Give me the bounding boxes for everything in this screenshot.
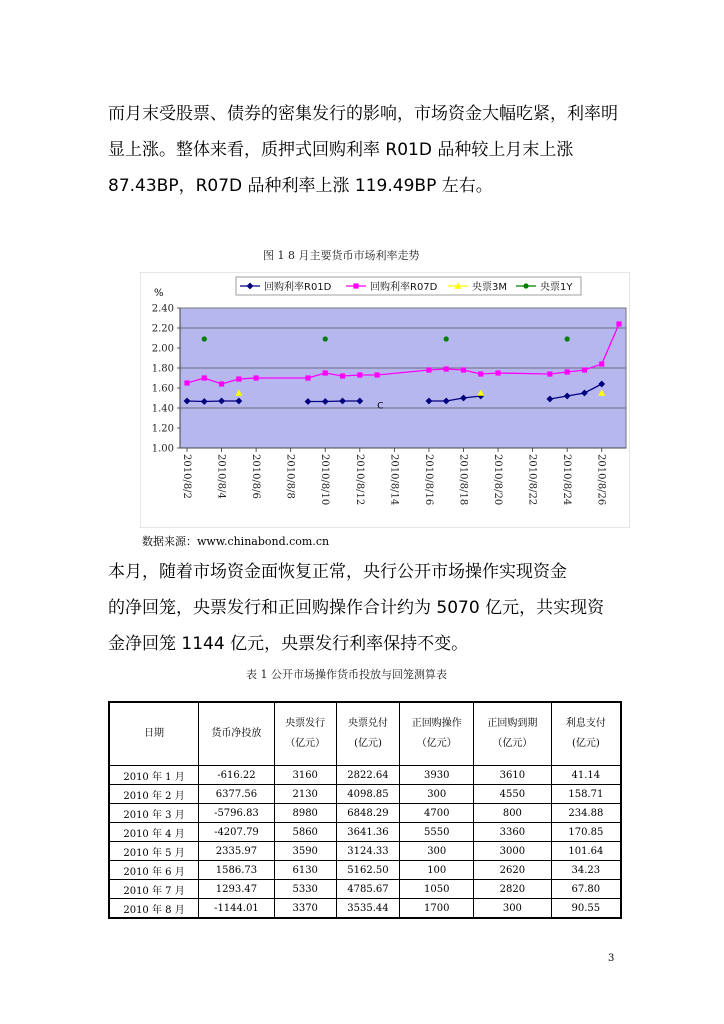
table-row	[109, 804, 621, 823]
y-tick-label: 1.80	[151, 363, 174, 375]
table-cell: 300	[400, 785, 474, 804]
table-cell: -1144.01	[199, 899, 275, 919]
table-row	[109, 861, 621, 880]
data-point	[219, 381, 224, 386]
data-point	[565, 369, 570, 374]
data-point	[616, 321, 621, 326]
rate-trend-chart	[140, 272, 630, 528]
table-cell: 4098.85	[336, 785, 400, 804]
table-cell: 67.80	[551, 880, 621, 899]
column-header: 央票兑付 (亿元)	[336, 702, 400, 766]
x-tick-label: 2010/8/24	[561, 454, 573, 506]
paragraph-line: 本月，随着市场资金面恢复正常，央行公开市场操作实现资金	[108, 562, 567, 582]
data-point	[236, 376, 241, 381]
x-tick-label: 2010/8/20	[492, 454, 504, 506]
table-cell: -616.22	[199, 766, 275, 785]
table-cell: 3610	[474, 766, 552, 785]
table-cell: 34.23	[551, 861, 621, 880]
y-tick-label: 1.40	[151, 403, 174, 415]
x-tick-label: 2010/8/26	[595, 454, 607, 506]
data-point	[582, 367, 587, 372]
legend-label: 回购利率R07D	[370, 282, 438, 293]
y-tick-label: 1.20	[151, 423, 174, 435]
data-point	[547, 371, 552, 376]
table-cell: 2010 年 6 月	[109, 861, 199, 880]
table-cell: 5860	[274, 823, 336, 842]
data-point	[202, 336, 207, 341]
table-row	[109, 899, 621, 919]
table-cell: 234.88	[551, 804, 621, 823]
table-cell: 170.85	[551, 823, 621, 842]
x-tick-label: 2010/8/18	[457, 454, 469, 506]
figure-caption: 图 1 8 月主要货币市场利率走势	[263, 249, 420, 262]
table-cell: 2822.64	[336, 766, 400, 785]
table-cell: 2010 年 8 月	[109, 899, 199, 919]
table-cell: 2820	[474, 880, 552, 899]
table-cell: 3370	[274, 899, 336, 919]
data-point	[340, 373, 345, 378]
x-tick-label: 2010/8/2	[181, 454, 192, 499]
column-header: 日期	[109, 702, 199, 766]
table-cell: 5550	[400, 823, 474, 842]
data-point	[495, 370, 500, 375]
column-header: 利息支付 (亿元)	[551, 702, 621, 766]
table-cell: 2010 年 1 月	[109, 766, 199, 785]
table-cell: 1293.47	[199, 880, 275, 899]
table-cell: 5162.50	[336, 861, 400, 880]
paragraph-line: 87.43BP，R07D 品种利率上涨 119.49BP 左右。	[108, 176, 493, 196]
chart-annotation: C	[377, 401, 384, 412]
column-header: 正回购到期 （亿元）	[474, 702, 552, 766]
data-point	[444, 336, 449, 341]
data-point	[478, 371, 483, 376]
y-tick-label: 1.60	[151, 383, 174, 395]
page-number: 3	[608, 953, 615, 964]
x-tick-label: 2010/8/10	[319, 454, 331, 506]
legend-label: 央票1Y	[540, 282, 573, 293]
table-cell: 3000	[474, 842, 552, 861]
table-cell: 2010 年 5 月	[109, 842, 199, 861]
table-cell: 4550	[474, 785, 552, 804]
series-line	[187, 401, 239, 402]
table-row	[109, 823, 621, 842]
x-tick-label: 2010/8/12	[353, 454, 365, 506]
table-row	[109, 766, 621, 785]
data-point	[444, 366, 449, 371]
table-cell: 2010 年 7 月	[109, 880, 199, 899]
table-cell: 90.55	[551, 899, 621, 919]
table-cell: 2010 年 2 月	[109, 785, 199, 804]
x-tick-label: 2010/8/4	[215, 454, 227, 499]
table-cell: 6130	[274, 861, 336, 880]
x-tick-label: 2010/8/14	[388, 454, 400, 506]
table-cell: 1050	[400, 880, 474, 899]
data-point	[323, 336, 328, 341]
y-tick-label: 2.40	[151, 303, 174, 315]
second-paragraph	[108, 554, 618, 662]
paragraph-line: 而月末受股票、债券的密集发行的影响，市场资金大幅吃紧，利率明	[108, 104, 618, 124]
y-axis-label: %	[154, 288, 164, 299]
table-row	[109, 880, 621, 899]
data-point	[565, 336, 570, 341]
x-tick-label: 2010/8/6	[250, 454, 262, 499]
table-cell: 6377.56	[199, 785, 275, 804]
table-cell: 3160	[274, 766, 336, 785]
table-cell: 4785.67	[336, 880, 400, 899]
table-cell: 300	[400, 842, 474, 861]
table-cell: 2130	[274, 785, 336, 804]
data-point	[184, 380, 189, 385]
data-point	[461, 367, 466, 372]
table-cell: 300	[474, 899, 552, 919]
table-cell: 2620	[474, 861, 552, 880]
legend	[236, 277, 581, 295]
data-point	[202, 375, 207, 380]
data-point	[374, 372, 379, 377]
data-point	[323, 370, 328, 375]
column-header: 央票发行 （亿元）	[274, 702, 336, 766]
column-header: 货币净投放	[199, 702, 275, 766]
data-point	[357, 372, 362, 377]
data-point	[353, 283, 358, 288]
table-cell: 3124.33	[336, 842, 400, 861]
table-cell: 101.64	[551, 842, 621, 861]
table-cell: 4700	[400, 804, 474, 823]
table-cell: 3590	[274, 842, 336, 861]
y-tick-label: 2.20	[151, 323, 174, 335]
table-cell: 3360	[474, 823, 552, 842]
column-header: 正回购操作 （亿元）	[400, 702, 474, 766]
series-line	[308, 401, 360, 402]
table-cell: 41.14	[551, 766, 621, 785]
data-point	[523, 283, 528, 288]
table-cell: 5330	[274, 880, 336, 899]
table-cell: 3930	[400, 766, 474, 785]
y-tick-label: 2.00	[151, 343, 174, 355]
table-cell: 158.71	[551, 785, 621, 804]
table-header-row	[109, 702, 621, 766]
intro-paragraph	[108, 96, 618, 204]
x-tick-label: 2010/8/16	[422, 454, 434, 506]
table-cell: 100	[400, 861, 474, 880]
table-row	[109, 785, 621, 804]
table-cell: 2335.97	[199, 842, 275, 861]
table-cell: 2010 年 4 月	[109, 823, 199, 842]
table-cell: 1700	[400, 899, 474, 919]
data-point	[599, 361, 604, 366]
table-cell: 1586.73	[199, 861, 275, 880]
table-cell: 6848.29	[336, 804, 400, 823]
paragraph-line: 的净回笼，央票发行和正回购操作合计约为 5070 亿元，共实现资	[108, 598, 605, 618]
y-tick-label: 1.00	[151, 443, 174, 455]
data-point	[305, 375, 310, 380]
x-tick-label: 2010/8/22	[526, 454, 538, 506]
legend-label: 回购利率R01D	[264, 282, 332, 293]
legend-label: 央票3M	[472, 282, 507, 293]
table-cell: 8980	[274, 804, 336, 823]
table-cell: 800	[474, 804, 552, 823]
table-row	[109, 842, 621, 861]
data-point	[426, 367, 431, 372]
paragraph-line: 显上涨。整体来看，质押式回购利率 R01D 品种较上月末上涨	[108, 140, 574, 160]
data-point	[254, 375, 259, 380]
data-source-note: 数据来源：www.chinabond.com.cn	[142, 535, 330, 548]
x-tick-label: 2010/8/8	[284, 454, 296, 499]
paragraph-line: 金净回笼 1144 亿元，央票发行利率保持不变。	[108, 634, 469, 654]
table-cell: 3535.44	[336, 899, 400, 919]
table-cell: -4207.79	[199, 823, 275, 842]
table-caption: 表 1 公开市场操作货币投放与回笼测算表	[246, 668, 447, 681]
table-cell: 2010 年 3 月	[109, 804, 199, 823]
table-cell: 3641.36	[336, 823, 400, 842]
table-cell: -5796.83	[199, 804, 275, 823]
open-market-operations-table	[108, 701, 622, 919]
